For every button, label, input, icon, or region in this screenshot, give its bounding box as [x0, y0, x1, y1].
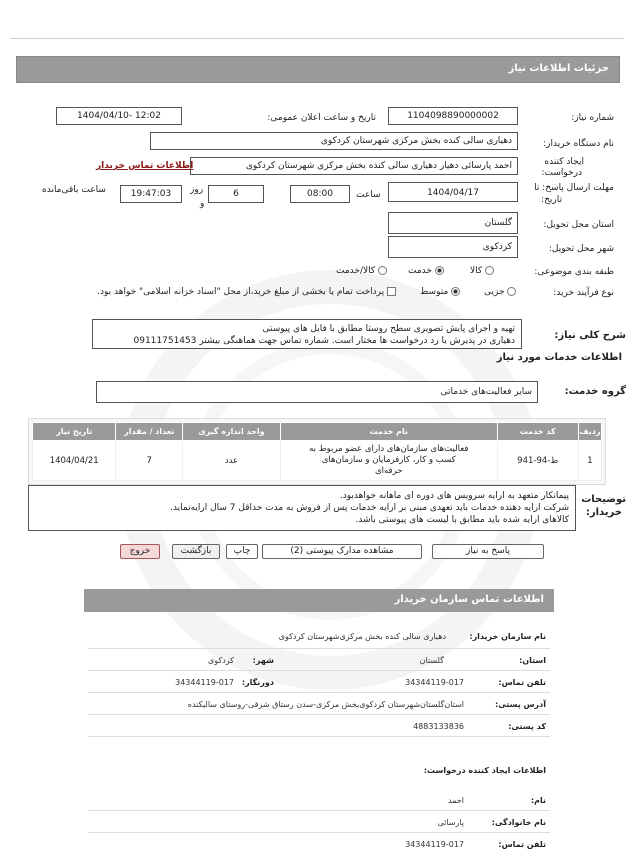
- process-label: نوع فرآیند خرید:: [553, 288, 614, 298]
- cell-date: 1404/04/21: [33, 441, 116, 481]
- process-medium-option[interactable]: متوسط: [420, 287, 460, 297]
- exit-button[interactable]: خروج: [120, 544, 160, 559]
- contact-phone-label: تلفن تماس:: [498, 678, 546, 687]
- creator-name-label: نام:: [530, 796, 546, 805]
- services-table: [32, 422, 602, 481]
- services-title: اطلاعات خدمات مورد نیاز: [496, 352, 622, 363]
- deadline-date-field[interactable]: 1404/04/17: [388, 182, 518, 202]
- page-title: جزئیات اطلاعات نیاز: [16, 56, 620, 83]
- province-field[interactable]: گلستان: [388, 212, 518, 234]
- need-number-label: شماره نیاز:: [571, 113, 614, 123]
- buyer-notes-line-3: کالاهای ارایه شده باید مطابق با لیست های پیوستی باشد.: [355, 515, 569, 525]
- buyer-notes-field[interactable]: [28, 485, 576, 531]
- buyer-notes-label-2: خریدار:: [585, 507, 622, 518]
- buyer-notes-label: توضیحات: [581, 494, 626, 505]
- reply-button[interactable]: پاسخ به نیاز: [432, 544, 544, 559]
- cell-name-line-3: حرفه‌ای: [374, 466, 403, 476]
- top-divider: [10, 38, 624, 39]
- col-code: کد خدمت: [497, 423, 578, 441]
- description-line-1: تهیه و اجرای پایش تصویری سطح روستا مطابق با فایل های پیوستی: [262, 324, 515, 334]
- contact-fax-value: 34344119-017: [175, 678, 234, 687]
- contact-city-value: کردکوی: [208, 656, 234, 665]
- creator-phone-label: تلفن تماس:: [498, 840, 546, 849]
- province-label: استان محل تحویل:: [543, 220, 614, 230]
- cell-qty: 7: [116, 441, 183, 481]
- contact-city-label: شهر:: [252, 656, 274, 665]
- days-label: روز: [190, 185, 204, 195]
- announce-label: تاریخ و ساعت اعلان عمومی:: [267, 113, 376, 123]
- need-number-field[interactable]: 1104098890000002: [388, 107, 518, 125]
- print-button[interactable]: چاپ: [226, 544, 258, 559]
- contact-info-link[interactable]: اطلاعات تماس خریدار: [96, 161, 194, 171]
- divider: [88, 832, 550, 833]
- process-medium-radio[interactable]: [451, 287, 460, 296]
- col-row: ردیف: [578, 423, 601, 441]
- divider: [88, 736, 550, 737]
- creator-phone-value: 34344119-017: [405, 840, 464, 849]
- category-both-radio[interactable]: [378, 266, 387, 275]
- service-group-field[interactable]: سایر فعالیت‌های خدماتی: [96, 381, 538, 403]
- days-field[interactable]: 6: [208, 185, 264, 203]
- contact-fax-label: دورنگار:: [241, 678, 274, 687]
- col-qty: تعداد / مقدار: [116, 423, 183, 441]
- table-row[interactable]: [33, 441, 602, 481]
- category-goods-option[interactable]: کالا: [470, 266, 494, 276]
- buyer-notes-line-1: پیمانکار متعهد به ارایه سرویس های دوره ای ماهانه خواهدبود.: [339, 491, 569, 501]
- remaining-label: ساعت باقی‌مانده: [42, 185, 106, 195]
- buyer-org-field[interactable]: دهیاری سالی کنده بخش مرکزی شهرستان کردکوی: [150, 132, 518, 150]
- treasury-option[interactable]: پرداخت تمام یا بخشی از مبلغ خرید،از محل "اسناد خزانه اسلامی" خواهد بود.: [46, 287, 396, 297]
- back-button[interactable]: بازگشت: [172, 544, 220, 559]
- category-service-option[interactable]: خدمت: [408, 266, 444, 276]
- col-name: نام خدمت: [280, 423, 497, 441]
- creator-family-label: نام خانوادگی:: [491, 818, 546, 827]
- announce-date-field[interactable]: 1404/04/10- 12:02: [56, 107, 182, 125]
- cell-name-line-2: کسب و کار، کارفرمایان و سازمان‌های: [321, 455, 456, 465]
- contact-province-label: استان:: [519, 656, 546, 665]
- time-label: ساعت: [356, 190, 381, 200]
- buyer-notes-line-2: شرکت ارایه دهنده خدمات باید تعهدی مبنی بر ارایه خدمات پس از فروش به مدت حداقل 7 سال ارایه‌نماید.: [170, 503, 569, 513]
- and-label: و: [200, 199, 205, 209]
- buyer-org-label: نام دستگاه خریدار:: [543, 139, 614, 149]
- divider: [88, 648, 550, 649]
- description-field[interactable]: [92, 319, 522, 349]
- contact-address-value: استان‌گلستان‌شهرستان کردکوی‌بخش مرکزی-سدن رستاق شرقی-روستای سالیکنده: [187, 700, 464, 709]
- contact-org-label: نام سازمان خریدار:: [469, 632, 546, 641]
- service-group-label: گروه خدمت:: [564, 386, 626, 397]
- city-field[interactable]: کردکوی: [388, 236, 518, 258]
- city-label: شهر محل تحویل:: [548, 244, 614, 254]
- cell-unit: عدد: [183, 441, 281, 481]
- contact-section-title: اطلاعات تماس سازمان خریدار: [84, 589, 554, 612]
- creator-family-value: پارسائی: [437, 818, 464, 827]
- remaining-time-field[interactable]: 19:47:03: [120, 185, 182, 203]
- description-label: شرح کلی نیاز:: [554, 330, 626, 341]
- process-partial-radio[interactable]: [507, 287, 516, 296]
- category-both-option[interactable]: کالا/خدمت: [336, 266, 387, 276]
- creator-info-title: اطلاعات ایجاد کننده درخواست:: [423, 766, 546, 775]
- cell-name: [280, 441, 497, 481]
- creator-label-2: درخواست:: [541, 168, 582, 178]
- contact-address-label: آدرس پستی:: [495, 700, 546, 709]
- col-unit: واحد اندازه گیری: [183, 423, 281, 441]
- creator-label: ایجاد کننده: [544, 157, 584, 167]
- contact-postal-label: کد پستی:: [508, 722, 546, 731]
- contact-province-value: گلستان: [419, 656, 444, 665]
- process-partial-option[interactable]: جزیی: [484, 287, 516, 297]
- deadline-time-field[interactable]: 08:00: [290, 185, 350, 203]
- view-docs-button[interactable]: مشاهده مدارک پیوستی (2): [262, 544, 422, 559]
- deadline-label: مهلت ارسال پاسخ: تا: [534, 183, 614, 193]
- contact-postal-value: 4883133836: [413, 722, 464, 731]
- divider: [88, 692, 550, 693]
- cell-code: ط-94-941: [497, 441, 578, 481]
- creator-field[interactable]: احمد پارسائی دهیار دهیاری سالی کنده بخش مرکزی شهرستان کردکوی: [190, 157, 518, 175]
- services-table-header: [33, 423, 602, 441]
- cell-row: 1: [578, 441, 601, 481]
- cell-name-line-1: فعالیت‌های سازمان‌های دارای عضو مربوط به: [309, 444, 469, 454]
- category-label: طبقه بندی موضوعی:: [534, 267, 614, 277]
- creator-name-value: احمد: [448, 796, 464, 805]
- contact-phone-value: 34344119-017: [405, 678, 464, 687]
- divider: [88, 670, 550, 671]
- category-service-radio[interactable]: [435, 266, 444, 275]
- category-goods-radio[interactable]: [485, 266, 494, 275]
- treasury-checkbox[interactable]: [387, 287, 396, 296]
- deadline-label-2: تاریخ:: [541, 195, 562, 205]
- description-line-2: دهیاری در پذیرش یا رد درخواست ها مختار است. شماره تماس جهت هماهنگی بیشتر 09111751453: [133, 336, 515, 346]
- col-date: تاریخ نیاز: [33, 423, 116, 441]
- services-table-wrap: [28, 418, 606, 485]
- divider: [88, 810, 550, 811]
- contact-org-value: دهیاری سالی کنده بخش مرکزی‌شهرستان کردکوی: [278, 632, 446, 641]
- divider: [88, 714, 550, 715]
